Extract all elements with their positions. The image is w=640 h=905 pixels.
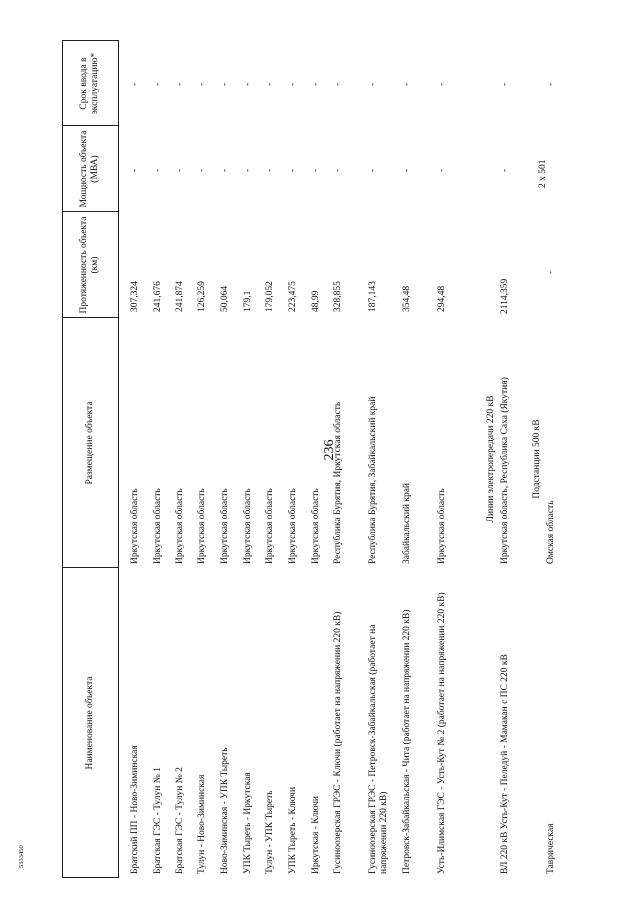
row-name: Тулун - Ново-Зиминская (197, 774, 207, 874)
row-place: Иркутская область (130, 488, 140, 564)
row-name: УПК Тыреть - Иркутская (243, 772, 253, 874)
row-length: 307,324 (130, 281, 140, 312)
row-term: - (288, 82, 298, 86)
row-place: Иркутская область (220, 488, 230, 564)
row-power: - (153, 168, 163, 172)
row-length: 294,48 (437, 285, 447, 312)
row-term: - (333, 82, 343, 86)
row-power: - (175, 168, 185, 172)
row-power: - (437, 168, 447, 172)
row-term: - (153, 82, 163, 86)
row-power: - (288, 168, 298, 172)
row-500-power: 2 х 501 (538, 159, 548, 188)
row-length: 187,143 (368, 281, 378, 312)
row-length: 50,064 (220, 285, 230, 312)
row-220-place: Иркутская область, Республика Саха (Якутия) (500, 377, 510, 564)
row-term: - (368, 82, 378, 86)
row-place: Иркутская область (175, 488, 185, 564)
row-name: Усть-Илимская ГЭС - Усть-Кут № 2 (работает на напряжении 220 кВ) (437, 592, 447, 874)
row-place: Иркутская область (243, 488, 253, 564)
row-place: Иркутская область (153, 488, 163, 564)
row-place: Республика Бурятия, Забайкальский край (368, 396, 378, 564)
header-term: Срок ввода в эксплуатацию* (79, 52, 100, 115)
row-place: Забайкальский край (402, 483, 412, 564)
row-power: - (130, 168, 140, 172)
row-length: 179,052 (265, 281, 275, 312)
row-place: Иркутская область (311, 488, 321, 564)
row-power: - (220, 168, 230, 172)
row-220-term: - (500, 82, 510, 86)
row-name: Братская ГЭС - Тулун № 2 (175, 767, 185, 874)
header-place: Размещение объекта (84, 401, 95, 485)
row-place: Иркутская область (265, 488, 275, 564)
row-term: - (197, 82, 207, 86)
row-power: - (368, 168, 378, 172)
row-length: 48,99 (311, 290, 321, 312)
row-place: Иркутская область (288, 488, 298, 564)
row-length: 328,855 (333, 281, 343, 312)
row-term: - (437, 82, 447, 86)
section-title-500: Подстанции 500 кВ (532, 419, 542, 499)
row-term: - (402, 82, 412, 86)
row-name: Петровск-Забайкальская - Чита (работает на напряжении 220 кВ) (402, 609, 412, 874)
row-power: - (265, 168, 275, 172)
header-power: Мощность объекта (МВА) (79, 130, 100, 208)
row-220-power: - (500, 168, 510, 172)
row-length: 223,475 (288, 281, 298, 312)
row-power: - (402, 168, 412, 172)
row-length: 179,1 (243, 290, 253, 312)
row-power: - (311, 168, 321, 172)
row-name: Братская ГЭС - Тулун № 1 (153, 767, 163, 874)
row-length: 241,676 (153, 281, 163, 312)
row-220-length: 2114,359 (500, 278, 510, 314)
row-name: Ново-Зиминская - УПК Тыреть (220, 747, 230, 874)
row-length: 126,259 (197, 281, 207, 312)
row-term: - (243, 82, 253, 86)
row-power: - (197, 168, 207, 172)
row-name: УПК Тыреть - Ключи (288, 786, 298, 874)
row-term: - (220, 82, 230, 86)
row-place: Иркутская область (197, 488, 207, 564)
row-term: - (265, 82, 275, 86)
row-power: - (333, 168, 343, 172)
document-code: 5333450 (18, 845, 25, 868)
row-length: 241,874 (175, 281, 185, 312)
row-500-place: Омская область (546, 500, 556, 564)
table-header-border (118, 40, 119, 878)
section-title-220: Линии электропередачи 220 кВ (486, 395, 496, 523)
row-place: Иркутская область (437, 488, 447, 564)
row-name: Гусиноозерская ГРЭС - Ключи (работает на напряжении 220 кВ) (333, 611, 343, 874)
row-220-name: ВЛ 220 кВ Усть-Кут - Пеледуй - Мамакан с ПС 220 кВ (500, 654, 510, 874)
row-power: - (243, 168, 253, 172)
row-500-term: - (546, 82, 556, 86)
header-length: Протяженность объекта (км) (79, 216, 100, 314)
row-term: - (175, 82, 185, 86)
row-name: Гусиноозерская ГРЭС - Петровск-Забайкальская (работает на напряжении 220 кВ) (368, 624, 389, 874)
table-stage (62, 40, 592, 878)
row-name: Братский ПП - Ново-Зиминская (130, 745, 140, 874)
row-length: 354,48 (402, 285, 412, 312)
row-name: Иркутская - Ключи (311, 796, 321, 874)
row-name: Тулун - УПК Тыреть (265, 790, 275, 874)
row-500-length: - (546, 270, 556, 274)
row-500-name: Таврическая (546, 823, 556, 874)
page-number: 236 (322, 439, 337, 461)
row-place: Республика Бурятия, Иркутская область (333, 401, 343, 564)
row-term: - (311, 82, 321, 86)
row-term: - (130, 82, 140, 86)
header-name: Наименование объекта (84, 676, 95, 770)
